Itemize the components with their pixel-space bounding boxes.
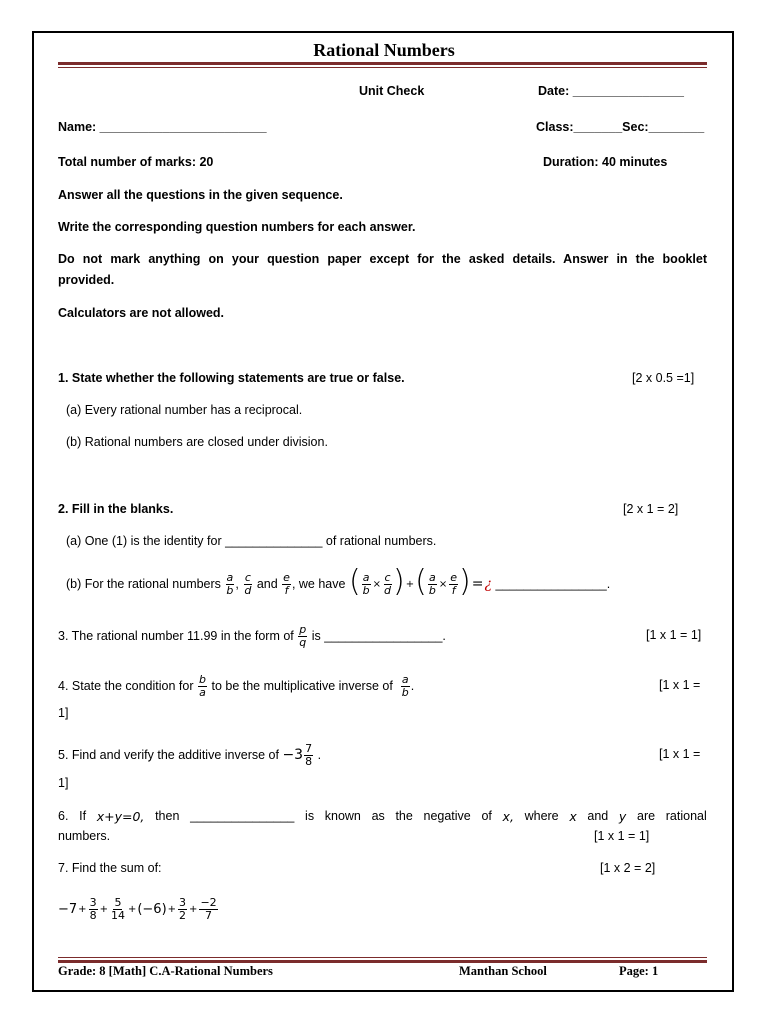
footer-page: Page: 1	[619, 964, 659, 978]
q2-b-we-have: , we have	[291, 577, 346, 591]
q7-expression: −7 + $\frac{3}{8}$ + $\frac{5}{14}$ + (−6) + $\frac{3}{2}$ + $\frac{-2}{7}$	[58, 895, 217, 922]
q5-prefix: 5. Find and verify the additive inverse of	[58, 748, 279, 762]
q4-marks: [1 x 1 =	[659, 678, 701, 692]
q2-b-prefix: (b) For the rational numbers	[66, 577, 221, 591]
q2-b-and: and	[256, 577, 278, 591]
q3-prefix: 3. The rational number 11.99 in the form of	[58, 629, 294, 643]
footer-rule-thin	[58, 957, 707, 958]
q5-marks-cont: 1]	[58, 776, 69, 790]
q6-line1: 6. If x+y=0, then _______________ is known as the negative of x, where x and y are rational	[58, 809, 707, 824]
footer-school: Manthan School	[459, 964, 547, 978]
instruction-3: Do not mark anything on your question paper except for the asked details. Answer in the booklet	[58, 252, 707, 266]
q2-b-blank: ________________.	[495, 577, 611, 591]
q2-marks: [2 x 1 = 2]	[623, 502, 679, 516]
q7-expr-mid: (−6)	[137, 901, 167, 917]
q4-text: 4. State the condition for $\frac{b}{a}$ to be the multiplicative inverse of $\frac{a}{b}$ .	[58, 672, 415, 699]
q1-b: (b) Rational numbers are closed under division.	[66, 435, 328, 449]
footer-left: Grade: 8 [Math] C.A-Rational Numbers	[58, 964, 273, 978]
q5-mixed-whole: −3	[282, 747, 304, 763]
q6-line2: numbers.	[58, 829, 111, 843]
class-section-field: Class:_______Sec:________	[536, 120, 705, 134]
q5-text: 5. Find and verify the additive inverse of −3 $\frac{7}{8}$ .	[58, 741, 322, 768]
q1-marks: [2 x 0.5 =1]	[632, 371, 695, 385]
title-rule-thin	[58, 67, 707, 68]
q3-marks: [1 x 1 = 1]	[646, 628, 702, 642]
q2-a: (a) One (1) is the identity for ______________ of rational numbers.	[66, 534, 437, 548]
q4-marks-cont: 1]	[58, 706, 69, 720]
page-title: Rational Numbers	[313, 40, 455, 60]
q5-marks: [1 x 1 =	[659, 747, 701, 761]
q1-text: 1. State whether the following statements are true or false.	[58, 371, 405, 385]
q7-marks: [1 x 2 = 2]	[600, 861, 656, 875]
date-field: Date: ________________	[538, 84, 684, 98]
q3-text: 3. The rational number 11.99 in the form of $\frac{p}{q}$ is _________________.	[58, 622, 446, 649]
instruction-4: Calculators are not allowed.	[58, 306, 225, 320]
title-rule-thick	[58, 62, 707, 65]
instruction-3-cont: provided.	[58, 273, 115, 287]
q1-a: (a) Every rational number has a reciprocal.	[66, 403, 303, 417]
q4-prefix: 4. State the condition for	[58, 679, 194, 693]
q2-b: (b) For the rational numbers $\frac{a}{b}$ , $\frac{c}{d}$ and $\frac{e}{f}$ , we have ( $\frac{a}{b}$ × $\frac{c}{d}$ ) + ( $\frac{a}{b}$ × $\frac{e}{f}$ ) = ¿ ________________.	[66, 564, 611, 599]
q3-suffix: is _________________.	[311, 629, 446, 643]
q4-middle: to be the multiplicative inverse of	[211, 679, 393, 693]
q6-marks: [1 x 1 = 1]	[594, 829, 650, 843]
instruction-1: Answer all the questions in the given sequence.	[58, 188, 343, 202]
instruction-2: Write the corresponding question numbers for each answer.	[58, 220, 416, 234]
q7-text: 7. Find the sum of:	[58, 861, 162, 875]
name-field: Name: ________________________	[58, 120, 267, 134]
q2-b-red-mark: ¿	[484, 576, 492, 592]
duration: Duration: 40 minutes	[543, 155, 668, 169]
q2-text: 2. Fill in the blanks.	[58, 502, 174, 516]
q7-expr-first: −7	[58, 901, 78, 917]
unit-check-label: Unit Check	[359, 84, 425, 98]
total-marks: Total number of marks: 20	[58, 155, 214, 169]
footer-rule-thick	[58, 960, 707, 963]
